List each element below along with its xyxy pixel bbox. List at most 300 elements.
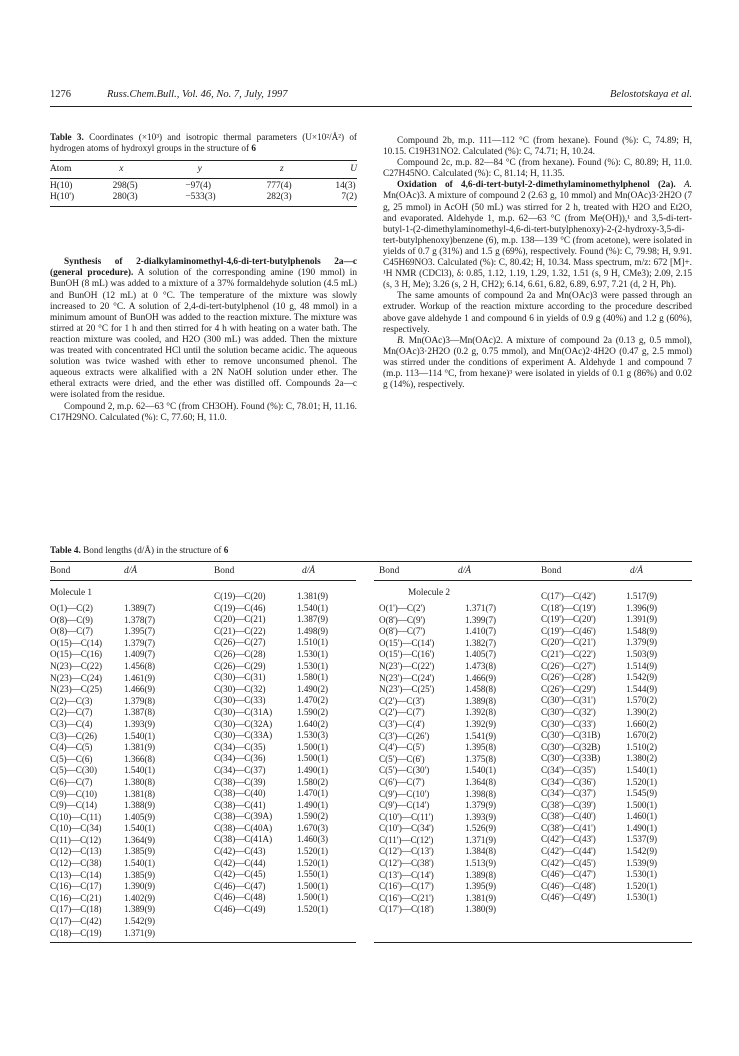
table4-bottom-rule-right: [374, 942, 692, 943]
bond-label: C(20')—C(21'): [541, 637, 596, 648]
bond-length: 1.379(8): [124, 695, 156, 706]
table-row: [541, 765, 691, 777]
table-row: [214, 800, 364, 812]
bond-length: 1.580(2): [297, 776, 329, 787]
bond-label: C(26)—C(28): [214, 648, 266, 659]
table-row: [379, 893, 529, 905]
bond-label: O(15')—C(16'): [379, 649, 435, 660]
table-row: [214, 892, 364, 904]
bond-label: C(46')—C(47'): [541, 869, 596, 880]
bond-length: 1.364(9): [124, 834, 156, 845]
bond-length: 1.500(1): [626, 799, 658, 810]
bond-label: C(17')—C(42'): [541, 591, 596, 601]
bond-length: 1.396(9): [626, 602, 658, 613]
bond-length: 1.364(8): [465, 776, 497, 787]
bond-label: C(30')—C(31'): [541, 695, 596, 706]
table-row: [379, 823, 529, 835]
table-row: [214, 811, 364, 823]
table-row: [379, 765, 529, 777]
bond-length: 1.670(2): [626, 730, 658, 741]
table-row: [50, 870, 200, 882]
bond-length: 1.520(1): [626, 880, 658, 891]
bond-length: 1.390(2): [626, 706, 658, 717]
journal-citation: Russ.Chem.Bull., Vol. 46, No. 7, July, 1997: [107, 89, 288, 100]
bond-label: C(26)—C(27): [214, 637, 266, 648]
table-row: [541, 881, 691, 893]
table-row: [379, 812, 529, 824]
bond-length: 1.544(9): [626, 683, 658, 694]
bond-label: C(26')—C(27'): [541, 660, 596, 671]
bond-length: 1.410(7): [465, 626, 497, 637]
table-row: [541, 788, 691, 800]
table-row: [541, 753, 691, 765]
bond-label: C(3)—C(26): [50, 730, 97, 741]
bond-label: C(38)—C(40): [214, 788, 266, 799]
table-row: [50, 846, 200, 858]
table-row: [214, 695, 364, 707]
bond-length: 1.548(9): [626, 625, 658, 636]
bond-length: 1.540(1): [465, 765, 497, 776]
bond-label: O(15)—C(14): [50, 637, 103, 648]
bond-label: C(16)—C(17): [50, 881, 102, 892]
bond-length: 1.379(9): [465, 800, 497, 811]
bond-label: C(18)—C(19): [50, 927, 102, 938]
bond-label: N(23')—C(22'): [379, 660, 435, 671]
bond-length: 1.409(7): [124, 649, 156, 660]
bond-length: 1.392(8): [465, 707, 497, 718]
bond-length: 1.542(9): [124, 916, 156, 927]
bond-length: 1.580(1): [297, 672, 329, 683]
table-row: [214, 591, 364, 603]
bond-label: C(42')—C(44'): [541, 846, 596, 857]
table-row: [379, 835, 529, 847]
bond-length: 1.520(1): [297, 846, 329, 857]
table-row: [541, 719, 691, 731]
bond-length: 1.389(7): [124, 603, 156, 613]
bond-length: 1.526(9): [465, 823, 497, 834]
bond-length: 1.371(9): [124, 927, 156, 938]
bond-length: 1.530(1): [626, 892, 658, 903]
table-row: [214, 846, 364, 858]
bond-label: C(16)—C(21): [50, 892, 102, 903]
table-row: [50, 649, 200, 661]
bond-length: 1.466(9): [124, 684, 156, 695]
bond-label: C(38')—C(40'): [541, 811, 596, 822]
table-row: [50, 777, 200, 789]
table-row: [379, 673, 529, 685]
table4-col4: [541, 591, 691, 904]
bond-label: C(30')—C(32'): [541, 706, 596, 717]
bond-label: N(23')—C(24'): [379, 672, 435, 683]
table-row: [50, 928, 200, 940]
table4-header-rule-right: [374, 580, 692, 581]
bond-label: C(46)—C(47): [214, 880, 266, 891]
bond-label: C(42)—C(44): [214, 857, 266, 868]
table3-mid-rule: [50, 178, 357, 179]
bond-label: C(38)—C(39A): [214, 811, 273, 822]
table-row: [50, 823, 200, 835]
bond-length: 1.405(7): [465, 649, 497, 660]
table-row: [541, 672, 691, 684]
table-row: [214, 765, 364, 777]
bond-length: 1.389(9): [124, 904, 156, 915]
bond-length: 1.570(2): [626, 695, 658, 706]
bond-length: 1.388(9): [124, 800, 156, 811]
bond-length: 1.498(9): [297, 625, 329, 636]
table-row: [50, 881, 200, 893]
bond-label: C(11')—C(12'): [379, 834, 434, 845]
extruder-paragraph: The same amounts of compound 2a and Mn(OAc)3 were passed through an extruder. Workup of the reaction mixture according to the procedure described above gave aldehyde 1 and compound 6 in yields of 0.9 g (40%) and 1.2 g (60%), respectively.: [383, 291, 692, 335]
right-column: [383, 136, 692, 391]
bond-label: C(21')—C(22'): [541, 648, 596, 659]
table-row: [379, 800, 529, 812]
bond-length: 1.590(2): [297, 811, 329, 822]
table-row: [214, 730, 364, 742]
molecule-1-label: Molecule 1: [50, 588, 93, 598]
table-row: [379, 777, 529, 789]
bond-length: 1.545(9): [626, 788, 658, 799]
authors: Belostotskaya et al.: [610, 89, 692, 100]
bond-label: C(19)—C(20): [214, 591, 266, 601]
table-row: [214, 684, 364, 696]
bond-length: 1.379(9): [626, 637, 658, 648]
bond-label: O(8)—C(7): [50, 626, 93, 637]
table-row: [541, 811, 691, 823]
table4-bottom-rule-left: [50, 942, 356, 943]
table-row: [214, 904, 364, 916]
table-row: [541, 695, 691, 707]
table-row: [50, 603, 200, 615]
bond-label: C(16')—C(17'): [379, 881, 434, 892]
bond-length: 1.381(9): [297, 591, 329, 601]
bond-length: 1.500(1): [297, 892, 329, 903]
table-row: [379, 881, 529, 893]
table4-caption: Table 4. Bond lengths (d/Å) in the structure of 6: [50, 545, 229, 555]
table-row: [214, 603, 364, 615]
table3-bottom-rule: [50, 206, 357, 207]
bond-label: O(15)—C(16): [50, 649, 103, 660]
bond-length: 1.510(2): [626, 741, 658, 752]
page-number: 1276: [50, 89, 71, 100]
bond-label: C(30')—C(33B): [541, 753, 601, 764]
bond-label: C(20)—C(21): [214, 614, 266, 625]
table4-header-bond-1: Bond: [50, 566, 71, 576]
bond-length: 1.510(1): [297, 637, 329, 648]
table-row: [50, 707, 200, 719]
bond-length: 1.405(9): [124, 811, 156, 822]
oxidation-paragraph: Oxidation of 4,6-di-tert-butyl-2-dimethylaminomethylphenol (2a). A. Mn(OAc)3. A mixture of compound 2 (2.63 g, 10 mmol) and Mn(OAc)3·2H2O (7 g, 25 mmol) in AcOH (50 mL) was stirred for 2 h, treated with H2O and Et2O, and evaporated. Aldehyde 1, m.p. 62—63 °C (from Me(OH)),¹ and 3,5-di-tert-butyl-1-(2-dimethylaminomethyl-4,6-di-tert-butylphenoxy)-2-(2-hydroxy-3,5-di-tert-butylphenoxy)benzene (6), m.p. 138—139 °C (from acetone), were isolated in yields of 0.7 g (31%) and 1.5 g (69%), respectively. Found (%): C, 79.98; H, 9.91. C45H69NO3. Calculated (%): C, 80.42; H, 10.34. Mass spectrum, m/z: 672 [M]+. ¹H NMR (CDCl3), δ: 0.85, 1.12, 1.19, 1.29, 1.32, 1.51 (s, 9 H, CMe3); 2.09, 2.15 (s, 3 H, Me); 3.26 (s, 2 H, CH2); 6.14, 6.61, 6.82, 6.89, 6.97, 7.21 (d, 2 H, Ph).: [383, 180, 692, 291]
table-row: [50, 789, 200, 801]
table-row: [379, 696, 529, 708]
bond-length: 1.530(1): [626, 869, 658, 880]
bond-label: C(16')—C(21'): [379, 892, 434, 903]
table-row: [214, 777, 364, 789]
bond-label: C(5)—C(6): [50, 753, 93, 764]
table4-top-rule: [50, 561, 692, 562]
bond-length: 1.530(1): [297, 648, 329, 659]
table-row: [379, 707, 529, 719]
bond-label: C(5')—C(30'): [379, 765, 430, 776]
compound2-paragraph: Compound 2, m.p. 62—63 °C (from CH3OH). Found (%): C, 78.01; H, 11.16. C17H29NO. Calculated (%): C, 77.60; H, 11.0.: [50, 401, 357, 423]
table-row: [379, 846, 529, 858]
bond-label: C(3')—C(26'): [379, 730, 430, 741]
bond-label: C(34)—C(36): [214, 753, 266, 764]
bond-label: C(21)—C(22): [214, 625, 266, 636]
bond-label: C(42)—C(43): [214, 846, 266, 857]
bond-length: 1.542(9): [626, 846, 658, 857]
table-row: [50, 684, 200, 696]
bond-label: C(30)—C(32): [214, 683, 266, 694]
table-row: [214, 614, 364, 626]
bond-length: 1.398(8): [465, 788, 497, 799]
table-row: H(10') 280(3) −533(3) 282(3) 7(2): [50, 192, 357, 203]
table-row: [50, 626, 200, 638]
bond-label: C(34')—C(36'): [541, 776, 596, 787]
bond-label: C(34')—C(37'): [541, 788, 596, 799]
table-row: [379, 615, 529, 627]
left-column: [50, 132, 357, 424]
table-row: [541, 591, 691, 603]
bond-label: C(38')—C(39'): [541, 799, 596, 810]
bond-label: C(38)—C(40A): [214, 822, 273, 833]
bond-label: C(12)—C(13): [50, 846, 102, 857]
bond-length: 1.520(1): [626, 776, 658, 787]
bond-label: C(2')—C(3'): [379, 695, 425, 706]
table-row: [379, 684, 529, 696]
bond-length: 1.590(2): [297, 706, 329, 717]
bond-label: N(23)—C(24): [50, 672, 103, 683]
bond-length: 1.540(1): [124, 730, 156, 741]
table-row: [50, 812, 200, 824]
bond-length: 1.542(9): [626, 672, 658, 683]
table-row: [50, 719, 200, 731]
bond-length: 1.391(9): [626, 614, 658, 625]
table-row: [379, 661, 529, 673]
table-row: [541, 707, 691, 719]
bond-length: 1.380(2): [626, 753, 658, 764]
table-row: [214, 626, 364, 638]
bond-label: C(46)—C(48): [214, 892, 266, 903]
table-row: [214, 823, 364, 835]
bond-label: C(42')—C(45'): [541, 857, 596, 868]
bond-length: 1.393(9): [124, 718, 156, 729]
table3-body: [50, 181, 357, 203]
bond-length: 1.381(8): [124, 788, 156, 799]
table-row: [50, 904, 200, 916]
bond-length: 1.550(1): [297, 869, 329, 880]
bond-length: 1.458(8): [465, 684, 497, 695]
table-row: [214, 788, 364, 800]
bond-label: C(38')—C(41'): [541, 822, 596, 833]
bond-length: 1.381(9): [465, 892, 497, 903]
bond-length: 1.466(9): [465, 672, 497, 683]
table-row: [541, 603, 691, 615]
table-row: [541, 892, 691, 904]
bond-label: O(8)—C(9): [50, 614, 93, 625]
table-row: [50, 858, 200, 870]
bond-length: 1.500(1): [297, 741, 329, 752]
bond-label: C(10')—C(11'): [379, 811, 434, 822]
table-row: [541, 869, 691, 881]
bond-label: O(8')—C(7'): [379, 626, 426, 637]
table4-header-bond-2: Bond: [214, 566, 235, 576]
table-row: [541, 661, 691, 673]
header-rule: [50, 106, 692, 107]
synthesis-paragraph: Synthesis of 2-dialkylaminomethyl-4,6-di-tert-butylphenols 2a—c (general procedure). A solution of the corresponding amine (190 mmol) in BunOH (8 mL) was added to a mixture of a 37% formaldehyde solution (4.5 mL) and BunOH (12 mL) at 0 °C. The temperature of the mixture was slowly increased to 20 °C. A solution of 2,4-di-tert-butylphenol (10 g, 48 mmol) in a minimum amount of BunOH was added to the reaction mixture. The mixture was stirred at 20 °C for 1 h and then stirred for 4 h with heating on a water bath. The reaction mixture was cooled, and H2O (300 mL) was added. Then the mixture was treated with concentrated HCl until the solution became acidic. The aqueous solution was twice washed with ether to remove unconsumed phenol. The aqueous extracts were alkalified with a 2N NaOH solution under ether. The etheral extracts were dried, and the ether was distilled off. Compounds 2a—c were isolated from the residue.: [50, 257, 357, 401]
bond-label: N(23')—C(25'): [379, 684, 435, 695]
table4-header-d-1: d/Å: [124, 566, 138, 576]
bond-length: 1.380(8): [124, 776, 156, 787]
table-row: [541, 684, 691, 696]
bond-label: C(42')—C(43'): [541, 834, 596, 845]
running-header: [50, 89, 692, 103]
bond-label: C(6')—C(7'): [379, 776, 425, 787]
table-row: [379, 731, 529, 743]
bond-label: C(11)—C(12): [50, 834, 102, 845]
table-row: [541, 846, 691, 858]
bond-length: 1.539(9): [626, 857, 658, 868]
table-row: [50, 893, 200, 905]
bond-label: C(38)—C(39): [214, 776, 266, 787]
table-row: [541, 730, 691, 742]
bond-label: C(5')—C(6'): [379, 753, 425, 764]
table-row: [50, 835, 200, 847]
table-row: [541, 858, 691, 870]
bond-label: C(4')—C(5'): [379, 742, 425, 753]
bond-length: 1.395(7): [124, 626, 156, 637]
table3-header-row: Atom x y z U: [50, 164, 357, 174]
bond-label: C(4)—C(5): [50, 742, 93, 753]
bond-length: 1.513(9): [465, 858, 497, 869]
bond-label: C(46')—C(48'): [541, 880, 596, 891]
bond-length: 1.390(9): [124, 881, 156, 892]
bond-label: C(34')—C(35'): [541, 764, 596, 775]
table-row: [214, 834, 364, 846]
experiment-b-paragraph: B. Mn(OAc)3—Mn(OAc)2. A mixture of compound 2a (0.13 g, 0.5 mmol), Mn(OAc)3·2H2O (0.2 g, 0.75 mmol), and Mn(OAc)2·4H2O (0.47 g, 2.5 mmol) was stirred under the conditions of experiment A. Aldehyde 1 and compound 7 (m.p. 113—114 °C, from hexane)³ were isolated in yields of 0.1 g (86%) and 0.02 g (14%), respectively.: [383, 335, 692, 391]
bond-length: 1.500(1): [297, 880, 329, 891]
table-row: [541, 800, 691, 812]
bond-length: 1.378(7): [124, 614, 156, 625]
bond-length: 1.520(1): [297, 857, 329, 868]
bond-label: O(1')—C(2'): [379, 603, 426, 613]
table4-header-rule-left: [50, 580, 356, 581]
table-row: [214, 753, 364, 765]
bond-length: 1.395(9): [465, 881, 497, 892]
bond-label: C(19')—C(20'): [541, 614, 596, 625]
bond-label: C(17')—C(18'): [379, 904, 434, 915]
table-row: [541, 742, 691, 754]
bond-length: 1.392(9): [465, 718, 497, 729]
molecule-2-label: Molecule 2: [408, 588, 451, 598]
table-row: [50, 742, 200, 754]
table-row: [214, 858, 364, 870]
bond-label: N(23)—C(25): [50, 684, 103, 695]
bond-label: C(19')—C(46'): [541, 625, 596, 636]
bond-label: C(30)—C(32A): [214, 718, 273, 729]
bond-label: C(30')—C(33'): [541, 718, 596, 729]
bond-label: C(30')—C(32B): [541, 741, 601, 752]
bond-label: C(6)—C(7): [50, 776, 93, 787]
table-row: [379, 638, 529, 650]
bond-length: 1.520(1): [297, 904, 329, 915]
bond-length: 1.385(9): [124, 869, 156, 880]
bond-label: C(30)—C(33A): [214, 730, 273, 741]
bond-length: 1.490(1): [297, 764, 329, 775]
table-row: [379, 858, 529, 870]
table-row: [50, 916, 200, 928]
bond-length: 1.503(9): [626, 648, 658, 659]
bond-length: 1.473(8): [465, 660, 497, 671]
table-row: [541, 823, 691, 835]
table-row: [541, 637, 691, 649]
bond-length: 1.670(3): [297, 822, 329, 833]
table4-header-d-3: d/Å: [458, 566, 472, 576]
table-row: [541, 834, 691, 846]
bond-label: C(46')—C(49'): [541, 892, 596, 903]
bond-label: C(18')—C(19'): [541, 602, 596, 613]
table-row: [50, 731, 200, 743]
bond-label: C(38)—C(41): [214, 799, 266, 810]
bond-length: 1.490(1): [626, 822, 658, 833]
table4-col3: [379, 603, 529, 916]
table-row: [50, 696, 200, 708]
bond-length: 1.537(9): [626, 834, 658, 845]
bond-label: C(12')—C(13'): [379, 846, 434, 857]
table-row: [379, 754, 529, 766]
bond-label: C(12')—C(38'): [379, 858, 434, 869]
bond-length: 1.500(1): [297, 753, 329, 764]
bond-label: C(3')—C(4'): [379, 718, 425, 729]
compound2c-paragraph: Compound 2c, m.p. 82—84 °C (from hexane). Found (%): C, 80.89; H, 11.0. C27H45NO. Calculated (%): C, 81.14; H, 11.35.: [383, 158, 692, 180]
bond-length: 1.514(9): [626, 660, 658, 671]
table4-col1: [50, 603, 200, 939]
bond-length: 1.517(9): [626, 591, 658, 601]
bond-length: 1.389(8): [465, 869, 497, 880]
table-row: [379, 870, 529, 882]
bond-length: 1.460(3): [297, 834, 329, 845]
bond-label: C(12)—C(38): [50, 858, 102, 869]
bond-label: C(30)—C(31): [214, 672, 266, 683]
table-row: [214, 881, 364, 893]
bond-length: 1.490(2): [297, 683, 329, 694]
bond-length: 1.540(1): [124, 858, 156, 869]
bond-length: 1.385(9): [124, 846, 156, 857]
bond-label: C(17)—C(42): [50, 916, 102, 927]
bond-length: 1.371(7): [465, 603, 497, 613]
table-row: [379, 789, 529, 801]
bond-length: 1.660(2): [626, 718, 658, 729]
table-row: [50, 638, 200, 650]
table4-header-d-2: d/Å: [302, 566, 316, 576]
table-row: [50, 765, 200, 777]
bond-length: 1.470(2): [297, 695, 329, 706]
bond-label: C(2)—C(3): [50, 695, 93, 706]
table-row: [379, 904, 529, 916]
bond-label: C(46)—C(49): [214, 904, 266, 915]
bond-length: 1.640(2): [297, 718, 329, 729]
table-row: [214, 661, 364, 673]
bond-label: C(3)—C(4): [50, 718, 93, 729]
bond-length: 1.375(8): [465, 753, 497, 764]
bond-label: C(10')—C(34'): [379, 823, 434, 834]
bond-length: 1.470(1): [297, 788, 329, 799]
table3-caption: Table 3. Coordinates (×10³) and isotropic thermal parameters (U×10²/Å²) of hydrogen atoms of hydroxyl groups in the structure of 6: [50, 132, 357, 153]
bond-label: C(9')—C(14'): [379, 800, 430, 811]
bond-label: C(10)—C(11): [50, 811, 102, 822]
bond-length: 1.456(8): [124, 660, 156, 671]
bond-label: C(34)—C(37): [214, 764, 266, 775]
table-row: [541, 649, 691, 661]
